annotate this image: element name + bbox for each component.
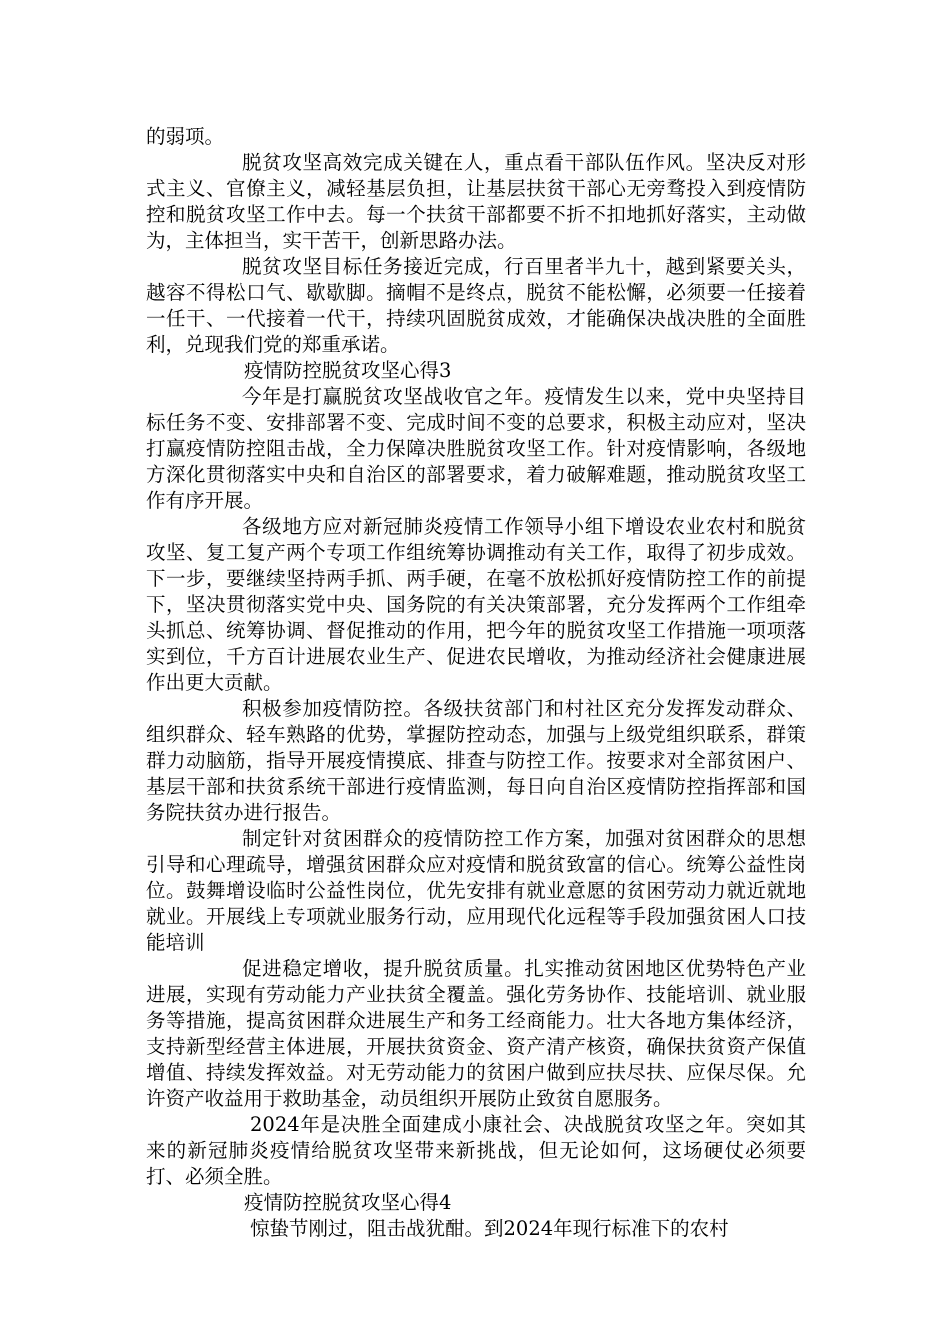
paragraph: 脱贫攻坚高效完成关键在人，重点看干部队伍作风。坚决反对形式主义、官僚主义，减轻基层负担，让基层扶贫干部心无旁骛投入到疫情防控和脱贫攻坚工作中去。每一个扶贫干部都要不折不扣地抓好落实，主动做为，主体担当，实干苦干，创新思路办法。: [146, 151, 806, 252]
paragraph: 今年是打赢脱贫攻坚战收官之年。疫情发生以来，党中央坚持目标任务不变、安排部署不变、完成时间不变的总要求，积极主动应对，坚决打赢疫情防控阻击战，全力保障决胜脱贫攻坚工作。针对疫情影响，各级地方深化贯彻落实中央和自治区的部署要求，着力破解难题，推动脱贫攻坚工作有序开展。: [146, 385, 806, 512]
paragraph: 惊蛰节刚过，阻击战犹酣。到2024年现行标准下的农村: [250, 1217, 729, 1240]
paragraph: 制定针对贫困群众的疫情防控工作方案，加强对贫困群众的思想引导和心理疏导，增强贫困群众应对疫情和脱贫致富的信心。统筹公益性岗位。鼓舞增设临时公益性岗位，优先安排有就业意愿的贫困劳动力就近就地就业。开展线上专项就业服务行动，应用现代化远程等手段加强贫困人口技能培训: [146, 827, 806, 954]
paragraph: 各级地方应对新冠肺炎疫情工作领导小组下增设农业农村和脱贫攻坚、复工复产两个专项工作组统筹协调推动有关工作，取得了初步成效。下一步，要继续坚持两手抓、两手硬，在毫不放松抓好疫情防控工作的前提下，坚决贯彻落实党中央、国务院的有关决策部署，充分发挥两个工作组牵头抓总、统筹协调、督促推动的作用，把今年的脱贫攻坚工作措施一项项落实到位，千方百计进展农业生产、促进农民增收，为推动经济社会健康进展作出更大贡献。: [146, 515, 806, 694]
paragraph: 脱贫攻坚目标任务接近完成，行百里者半九十，越到紧要关头，越容不得松口气、歇歇脚。摘帽不是终点，脱贫不能松懈，必须要一任接着一任干、一代接着一代干，持续巩固脱贫成效，才能确保决战决胜的全面胜利，兑现我们党的郑重承诺。: [146, 255, 806, 356]
paragraph-continuation: 的弱项。: [146, 125, 225, 148]
paragraph: 2024年是决胜全面建成小康社会、决战脱贫攻坚之年。突如其来的新冠肺炎疫情给脱贫攻坚带来新挑战，但无论如何，这场硬仗必须要打、必须全胜。: [146, 1113, 806, 1188]
paragraph: 积极参加疫情防控。各级扶贫部门和村社区充分发挥发动群众、组织群众、轻车熟路的优势，掌握防控动态，加强与上级党组织联系，群策群力动脑筋，指导开展疫情摸底、排查与防控工作。按要求对全部贫困户、基层干部和扶贫系统干部进行疫情监测，每日向自治区疫情防控指挥部和国务院扶贫办进行报告。: [146, 697, 806, 824]
document-body: [146, 124, 806, 1242]
section-heading: 疫情防控脱贫攻坚心得3: [244, 359, 452, 382]
section-heading: 疫情防控脱贫攻坚心得4: [244, 1191, 452, 1214]
paragraph: 促进稳定增收，提升脱贫质量。扎实推动贫困地区优势特色产业进展，实现有劳动能力产业扶贫全覆盖。强化劳务协作、技能培训、就业服务等措施，提高贫困群众进展生产和务工经商能力。壮大各地方集体经济，支持新型经营主体进展，开展扶贫资金、资产清产核资，确保扶贫资产保值增值、持续发挥效益。对无劳动能力的贫困户做到应扶尽扶、应保尽保。允许资产收益用于救助基金，动员组织开展防止致贫自愿服务。: [146, 957, 806, 1110]
